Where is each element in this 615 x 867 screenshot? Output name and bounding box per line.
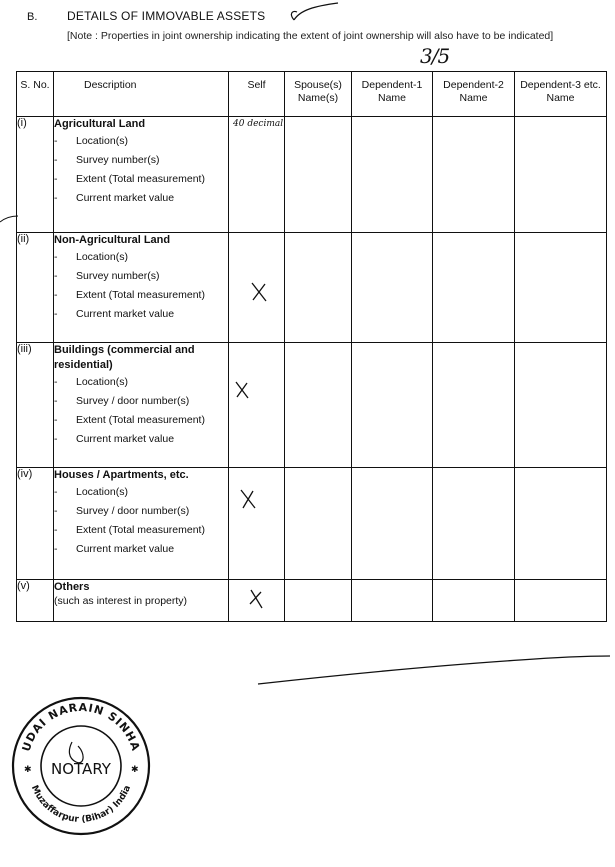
row-title: Others [54, 581, 90, 593]
section-note: [Note : Properties in joint ownership indicating the extent of joint ownership will also have to be indicated] [67, 30, 554, 42]
row-sno: (iv) [17, 468, 54, 580]
list-item: - Survey / door number(s) [54, 395, 190, 407]
header-self: Self [229, 72, 285, 117]
header-dependent-1: Dependent-1 Name [352, 72, 433, 117]
list-item: - Extent (Total measurement) [54, 289, 205, 301]
list-item: - Current market value [54, 543, 175, 555]
svg-text:Muzaffarpur (Bihar) India [29, 784, 133, 825]
row-sno: (ii) [17, 233, 54, 343]
list-item: - Extent (Total measurement) [54, 173, 205, 185]
row-sno: (iii) [17, 343, 54, 468]
list-item: - Current market value [54, 192, 175, 204]
list-item: - Location(s) [54, 376, 128, 388]
notary-stamp [6, 684, 156, 849]
stamp-name: UDAI NARAIN SINHA [19, 700, 143, 754]
row-subtitle: (such as interest in property) [54, 595, 188, 607]
list-item: - Extent (Total measurement) [54, 524, 205, 536]
self-handwritten-value: 40 decimal [233, 119, 284, 129]
list-item: - Location(s) [54, 135, 128, 147]
row-title: Agricultural Land [54, 118, 146, 130]
svg-text:✱: ✱ [131, 764, 139, 774]
list-item: - Survey / door number(s) [54, 505, 190, 517]
list-item: - Current market value [54, 433, 175, 445]
list-item: - Current market value [54, 308, 175, 320]
header-sno: S. No. [17, 72, 54, 117]
row-title: Houses / Apartments, etc. [54, 469, 189, 481]
list-item: - Extent (Total measurement) [54, 414, 205, 426]
list-item: - Location(s) [54, 486, 128, 498]
row-title: Buildings (commercial and residential) [54, 344, 195, 371]
list-item: - Survey number(s) [54, 154, 160, 166]
stamp-title: NOTARY [51, 760, 111, 778]
handwritten-page-mark: 3/5 [420, 44, 450, 68]
row-sno: (v) [17, 580, 54, 622]
row-sno: (i) [17, 117, 54, 233]
header-spouse: Spouse(s) Name(s) [285, 72, 352, 117]
list-item: - Survey number(s) [54, 270, 160, 282]
section-title: DETAILS OF IMMOVABLE ASSETS [67, 9, 266, 23]
row-title: Non-Agricultural Land [54, 234, 171, 246]
header-dependent-2: Dependent-2 Name [433, 72, 515, 117]
list-item: - Location(s) [54, 251, 128, 263]
section-letter: B. [27, 11, 38, 23]
header-dependent-3: Dependent-3 etc. Name [515, 72, 607, 117]
svg-text:✱: ✱ [24, 764, 32, 774]
stamp-place: Muzaffarpur (Bihar) India [28, 783, 134, 825]
header-description: Description [54, 72, 229, 117]
svg-text:UDAI NARAIN SINHA [20, 701, 143, 753]
